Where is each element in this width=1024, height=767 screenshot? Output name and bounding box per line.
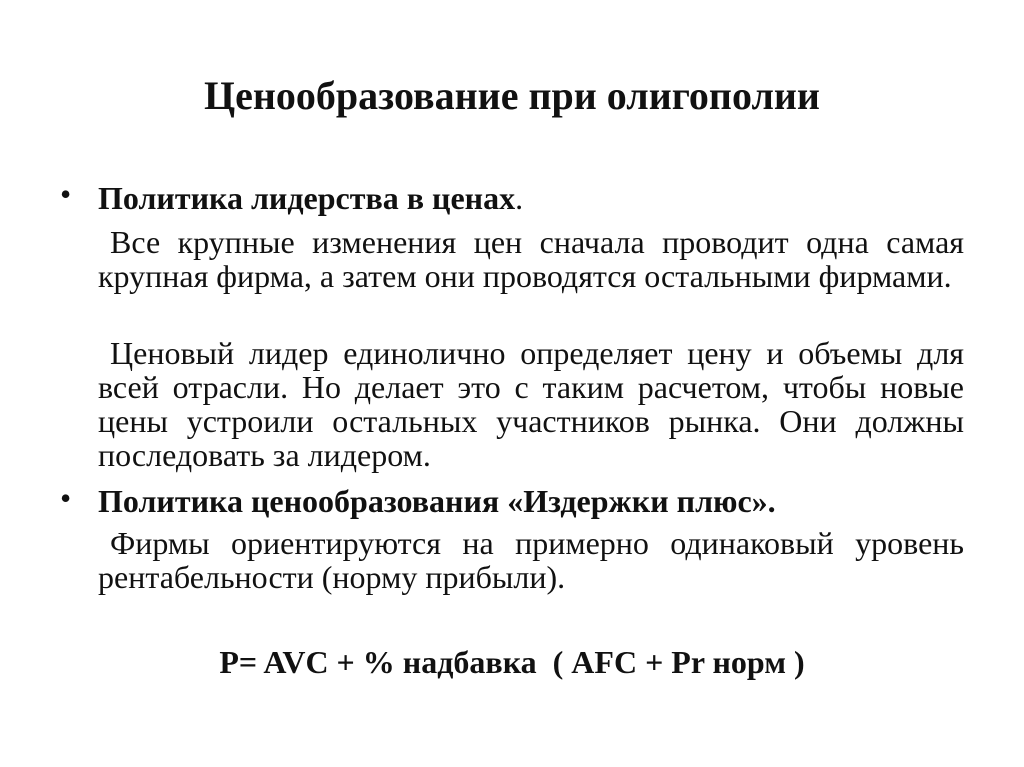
paragraph-cost-plus: Фирмы ориентируются на примерно одинаковый уровень рентабельности (норму прибыли). [98, 525, 964, 595]
pricing-formula: P= AVC + % надбавка ( AFC + Pr норм ) [219, 644, 805, 680]
bullet-marker: • [60, 480, 72, 516]
section-heading-period: . [515, 180, 524, 216]
section-heading-cost-plus: Политика ценообразования «Издержки плюс». [98, 483, 776, 519]
paragraph-price-changes: Все крупные изменения цен сначала проводит одна самая крупная фирма, а затем они проводятся остальными фирмами. [98, 224, 964, 294]
section-heading-text: Политика лидерства в ценах [98, 180, 516, 216]
paragraph-price-leader: Ценовый лидер единолично определяет цену и объемы для всей отрасли. Но делает это с таким расчетом, чтобы новые цены устроили остальных участников рынка. Они должны последовать за лидером. [98, 335, 964, 473]
bullet-marker: • [60, 176, 72, 212]
slide-title: Ценообразование при олигополии [204, 73, 820, 118]
section-heading-price-leadership [98, 180, 523, 216]
